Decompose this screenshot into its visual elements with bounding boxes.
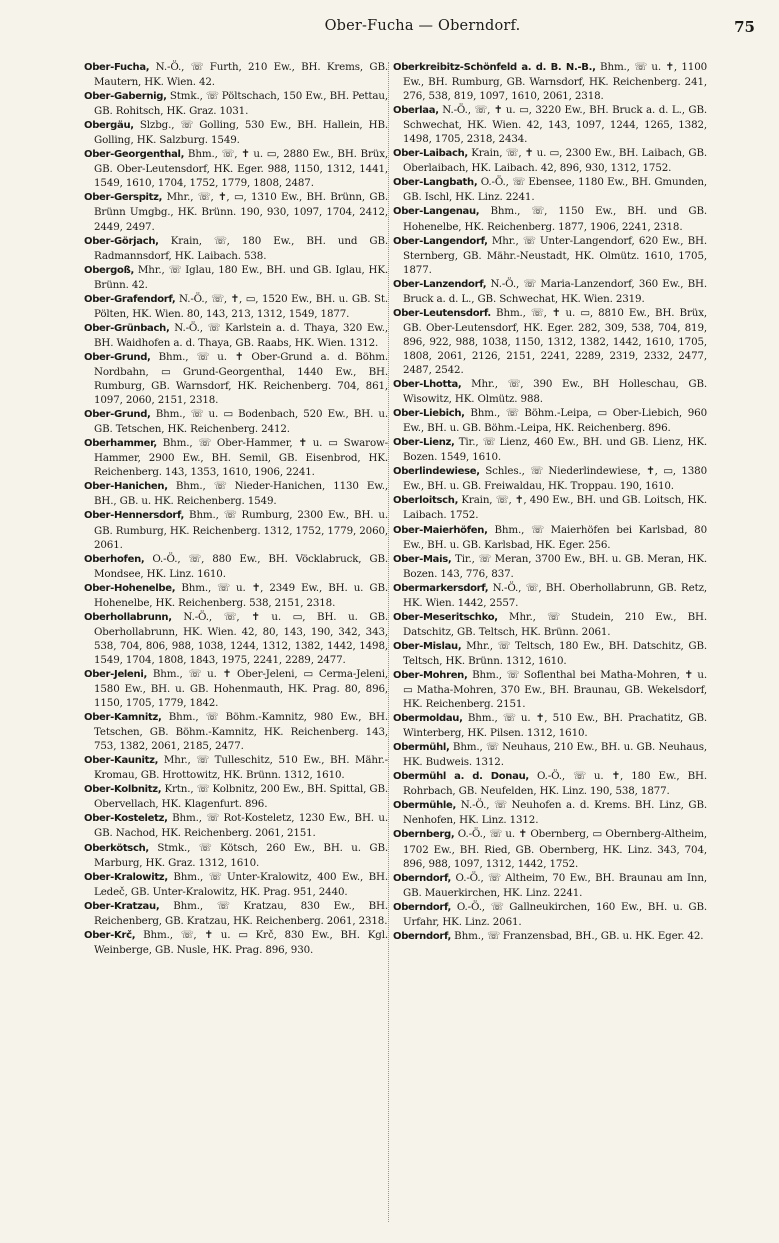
place-entry xyxy=(84,292,388,321)
entry-text: Bhm., ☏, ✝ u. ▭, 8810 Ew., BH. Brüx, GB. Ober-Leutensdorf, HK. Eger. 282, 309, 538, 704, 819, 896, 922, 988, 1038, 1150, 1312, 1382, 1442, 1610, 1705, 1808, 2061, 2126, 2151, 2241, 2289, 2319, 2332, 2477, 2487, 2542. xyxy=(403,306,707,376)
page-number: 75 xyxy=(734,18,755,36)
place-entry xyxy=(393,740,707,769)
entry-text: N.-Ö., ☏, ✝, ▭, 1520 Ew., BH. u. GB. St. Pölten, HK. Wien. 80, 143, 213, 1312, 1549, 1877. xyxy=(94,292,388,320)
entry-text: Bhm., ☏, 1150 Ew., BH. und GB. Hohenelbe, HK. Reichenberg. 1877, 1906, 2241, 2318. xyxy=(403,205,707,233)
place-entry xyxy=(84,321,388,350)
place-entry xyxy=(393,406,707,435)
entry-headword: Oberlaa, xyxy=(393,105,439,117)
place-entry xyxy=(84,710,388,753)
entry-text: Schles., ☏ Niederlindewiese, ✝, ▭, 1380 Ew., BH. u. GB. Freiwaldau, HK. Troppau. 190, 1610. xyxy=(403,465,707,493)
place-entry xyxy=(393,234,707,277)
entry-headword: Obermühle, xyxy=(393,800,457,812)
entry-text: N.-Ö., ☏ Karlstein a. d. Thaya, 320 Ew., BH. Waidhofen a. d. Thaya, GB. Raabs, HK. Wien. 1312. xyxy=(94,321,388,349)
entry-headword: Oberlindewiese, xyxy=(393,466,480,478)
entry-headword: Obermühl, xyxy=(393,742,450,754)
entry-text: Bhm., ☏ u. ✝ Ober-Grund a. d. Böhm. Nordbahn, ▭ Grund-Georgenthal, 1440 Ew., BH. Rumburg, GB. Warnsdorf, HK. Reichenberg. 704, 861, 1097, 2060, 2151, 2318. xyxy=(94,350,388,407)
entry-text: Stmk., ☏ Kötsch, 260 Ew., BH. u. GB. Marburg, HK. Graz. 1312, 1610. xyxy=(94,841,388,869)
place-entry xyxy=(393,464,707,493)
entry-text: Bhm., ☏ Rumburg, 2300 Ew., BH. u. GB. Rumburg, HK. Reichenberg. 1312, 1752, 1779, 2060, 2061. xyxy=(94,509,388,551)
place-entry xyxy=(84,147,388,190)
place-entry xyxy=(84,263,388,292)
entry-headword: Oberhammer, xyxy=(84,438,157,450)
entry-text: O.-Ö., ☏ u. ✝ Obernberg, ▭ Obernberg-Altheim, 1702 Ew., BH. Ried, GB. Obernberg, HK. Linz. 343, 704, 896, 988, 1097, 1312, 1442, 1752. xyxy=(403,828,707,870)
entry-headword: Ober-Kamnitz, xyxy=(84,712,162,724)
entry-text: Bhm., ☏ u. ✝, 510 Ew., BH. Prachatitz, GB. Winterberg, HK. Pilsen. 1312, 1610. xyxy=(403,712,707,740)
place-entry xyxy=(393,204,707,233)
entry-headword: Ober-Görjach, xyxy=(84,235,159,247)
place-entry xyxy=(393,103,707,146)
entry-headword: Ober-Hennersdorf, xyxy=(84,510,185,522)
entry-text: Mhr., ☏ Iglau, 180 Ew., BH. und GB. Iglau, HK. Brünn. 42. xyxy=(94,263,388,291)
entry-headword: Ober-Kratzau, xyxy=(84,900,160,912)
entry-text: N.-Ö., ☏ Maria-Lanzendorf, 360 Ew., BH. Bruck a. d. L., GB. Schwechat, HK. Wien. 2319. xyxy=(403,277,707,305)
entry-text: N.-Ö., ☏, BH. Oberhollabrunn, GB. Retz, HK. Wien. 1442, 2557. xyxy=(403,581,707,609)
place-entry xyxy=(84,190,388,233)
entry-headword: Ober-Mislau, xyxy=(393,640,462,652)
entry-text: Krain, ☏, 180 Ew., BH. und GB. Radmannsdorf, HK. Laibach. 538. xyxy=(94,234,388,262)
place-entry xyxy=(393,711,707,740)
entry-headword: Ober-Grünbach, xyxy=(84,322,170,334)
entry-headword: Ober-Maierhöfen, xyxy=(393,524,488,536)
entry-text: O.-Ö., ☏, 880 Ew., BH. Vöcklabruck, GB. Mondsee, HK. Linz. 1610. xyxy=(94,552,388,580)
place-entry xyxy=(393,581,707,610)
entry-headword: Obermarkersdorf, xyxy=(393,582,489,594)
place-entry xyxy=(393,610,707,639)
entry-text: Mhr., ☏, 390 Ew., BH Holleschau, GB. Wisowitz, HK. Olmütz. 988. xyxy=(403,378,707,406)
entry-headword: Obernberg, xyxy=(393,829,455,841)
place-entry xyxy=(393,769,707,798)
entry-headword: Ober-Langenau, xyxy=(393,206,480,218)
entry-text: Bhm., ☏ Soflenthal bei Matha-Mohren, ✝ u. ▭ Matha-Mohren, 370 Ew., BH. Braunau, GB. Wekelsdorf, HK. Reichenberg. 2151. xyxy=(403,668,707,711)
entry-text: Bhm., ☏ u. ✝ Ober-Jeleni, ▭ Cerma-Jeleni, 1580 Ew., BH. u. GB. Hohenmauth, HK. Prag. 80, 896, 1150, 1705, 1779, 1842. xyxy=(94,667,388,710)
entry-text: O.-Ö., ☏ Ebensee, 1180 Ew., BH. Gmunden, GB. Ischl, HK. Linz. 2241. xyxy=(403,176,707,204)
entry-text: Krain, ☏, ✝, 490 Ew., BH. und GB. Loitsch, HK. Laibach. 1752. xyxy=(403,494,707,522)
entry-headword: Ober-Fucha, xyxy=(84,62,150,73)
entry-headword: Ober-Jeleni, xyxy=(84,668,147,680)
entry-text: Bhm., ☏ Kratzau, 830 Ew., BH. Reichenberg, GB. Kratzau, HK. Reichenberg. 2061, 2318. xyxy=(94,899,388,927)
entry-text: Bhm., ☏ Neuhaus, 210 Ew., BH. u. GB. Neuhaus, HK. Budweis. 1312. xyxy=(403,741,707,769)
place-entry xyxy=(84,508,388,551)
entry-headword: Obermoldau, xyxy=(393,713,463,725)
entry-headword: Oberkreibitz-Schönfeld a. d. B. N.-B., xyxy=(393,62,596,73)
entry-text: Bhm., ☏, ✝ u. ▭ Krč, 830 Ew., BH. Kgl. Weinberge, GB. Nusle, HK. Prag. 896, 930. xyxy=(94,928,388,956)
place-entry xyxy=(393,827,707,870)
place-entry xyxy=(84,899,388,928)
entry-text: Bhm., ☏ Unter-Kralowitz, 400 Ew., BH. Ledeč, GB. Unter-Kralowitz, HK. Prag. 951, 2440. xyxy=(94,870,388,898)
entry-headword: Ober-Hohenelbe, xyxy=(84,582,176,594)
entry-headword: Ober-Hanichen, xyxy=(84,481,168,493)
entry-text: Bhm., ☏ Franzensbad, BH., GB. u. HK. Eger. 42. xyxy=(451,929,704,942)
entry-headword: Oberkötsch, xyxy=(84,842,149,854)
place-entry xyxy=(84,667,388,710)
entry-text: Bhm., ☏ u. ▭ Bodenbach, 520 Ew., BH. u. GB. Tetschen, HK. Reichenberg. 2412. xyxy=(94,408,388,436)
entry-headword: Ober-Georgenthal, xyxy=(84,149,185,161)
entry-text: Mhr., ☏ Teltsch, 180 Ew., BH. Datschitz, GB. Teltsch, HK. Brünn. 1312, 1610. xyxy=(403,639,707,667)
entry-headword: Oberhofen, xyxy=(84,553,145,565)
entry-text: Bhm., ☏ u. ✝, 2349 Ew., BH. u. GB. Hohenelbe, HK. Reichenberg. 538, 2151, 2318. xyxy=(94,581,388,609)
place-entry xyxy=(393,871,707,900)
entry-text: O.-Ö., ☏ u. ✝, 180 Ew., BH. Rohrbach, GB. Neufelden, HK. Linz. 190, 538, 1877. xyxy=(403,770,707,798)
entry-headword: Ober-Lhotta, xyxy=(393,379,462,391)
entry-text: N.-Ö., ☏, ✝ u. ▭, 3220 Ew., BH. Bruck a. d. L., GB. Schwechat, HK. Wien. 42, 143, 1097, 1244, 1265, 1382, 1498, 1705, 2318, 2434. xyxy=(403,104,707,146)
entry-text: O.-Ö., ☏ Gallneukirchen, 160 Ew., BH. u. GB. Urfahr, HK. Linz. 2061. xyxy=(403,900,707,928)
entry-text: Stmk., ☏ Pöltschach, 150 Ew., BH. Pettau, GB. Rohitsch, HK. Graz. 1031. xyxy=(94,90,388,118)
place-entry xyxy=(84,610,388,667)
place-entry xyxy=(84,350,388,407)
entry-text: Mhr., ☏, ✝, ▭, 1310 Ew., BH. Brünn, GB. Brünn Umgbg., HK. Brünn. 190, 930, 1097, 1704, 2412, 2449, 2497. xyxy=(94,191,388,233)
entry-headword: Ober-Grund, xyxy=(84,409,151,421)
entry-headword: Oberloitsch, xyxy=(393,495,459,507)
entry-headword: Ober-Kosteletz, xyxy=(84,813,168,825)
place-entry xyxy=(84,234,388,263)
place-entry xyxy=(393,60,707,103)
place-entry xyxy=(84,753,388,782)
entry-headword: Ober-Kolbnitz, xyxy=(84,784,162,796)
entry-headword: Ober-Gabernig, xyxy=(84,91,167,103)
entry-text: Tir., ☏ Meran, 3700 Ew., BH. u. GB. Meran, HK. Bozen. 143, 776, 837. xyxy=(403,552,707,580)
place-entry xyxy=(84,60,388,89)
place-entry xyxy=(393,523,707,552)
entry-headword: Ober-Grafendorf, xyxy=(84,293,176,305)
entry-text: Slzbg., ☏ Golling, 530 Ew., BH. Hallein, HB. Golling, HK. Salzburg. 1549. xyxy=(94,119,388,147)
entry-headword: Ober-Krč, xyxy=(84,929,136,941)
entry-text: Bhm., ☏ Böhm.-Leipa, ▭ Ober-Liebich, 960 Ew., BH. u. GB. Böhm.-Leipa, HK. Reichenberg. 896. xyxy=(403,407,707,435)
place-entry xyxy=(393,900,707,929)
entry-headword: Obergoß, xyxy=(84,264,134,276)
entry-text: Krtn., ☏ Kolbnitz, 200 Ew., BH. Spittal, GB. Obervellach, HK. Klagenfurt. 896. xyxy=(94,783,388,811)
entry-headword: Ober-Mais, xyxy=(393,553,452,565)
entry-headword: Ober-Lienz, xyxy=(393,437,455,449)
place-entry xyxy=(84,89,388,118)
place-entry xyxy=(84,436,388,479)
place-entry xyxy=(84,841,388,870)
place-entry xyxy=(393,552,707,581)
entry-headword: Ober-Gerspitz, xyxy=(84,192,163,204)
place-entry xyxy=(393,277,707,306)
left-column xyxy=(84,60,388,957)
entry-text: N.-Ö., ☏, ✝ u. ▭, BH. u. GB. Oberhollabrunn, HK. Wien. 42, 80, 143, 190, 342, 343, 538, 704, 806, 988, 1038, 1244, 1312, 1382, 1442, 1498, 1549, 1704, 1808, 1843, 1975, 2241, 2289, 2477. xyxy=(94,610,388,666)
place-entry xyxy=(393,929,707,944)
place-entry xyxy=(84,581,388,610)
entry-headword: Ober-Langbath, xyxy=(393,177,478,189)
place-entry xyxy=(393,798,707,827)
entry-headword: Ober-Laibach, xyxy=(393,148,468,160)
entry-headword: Ober-Kaunitz, xyxy=(84,755,159,767)
place-entry xyxy=(393,639,707,668)
entry-headword: Ober-Langendorf, xyxy=(393,235,488,247)
entry-headword: Ober-Liebich, xyxy=(393,408,465,420)
place-entry xyxy=(84,479,388,508)
entry-headword: Obergäu, xyxy=(84,120,134,132)
entry-text: Bhm., ☏, ✝ u. ▭, 2880 Ew., BH. Brüx, GB. Ober-Leutensdorf, HK. Eger. 988, 1150, 1312, 1441, 1549, 1610, 1704, 1752, 1779, 1808, 2487. xyxy=(94,148,388,190)
entry-text: O.-Ö., ☏ Altheim, 70 Ew., BH. Braunau am Inn, GB. Mauerkirchen, HK. Linz. 2241. xyxy=(403,871,707,899)
entry-text: Krain, ☏, ✝ u. ▭, 2300 Ew., BH. Laibach, GB. Oberlaibach, HK. Laibach. 42, 896, 930, 1312, 1752. xyxy=(403,147,707,175)
place-entry xyxy=(84,118,388,147)
entry-headword: Ober-Grund, xyxy=(84,351,151,363)
entry-text: Bhm., ☏ u. ✝, 1100 Ew., BH. Rumburg, GB. Warnsdorf, HK. Reichenberg. 241, 276, 538, 819, 1097, 1610, 2061, 2318. xyxy=(403,61,707,103)
entry-text: Bhm., ☏ Böhm.-Kamnitz, 980 Ew., BH. Tetschen, GB. Böhm.-Kamnitz, HK. Reichenberg. 143, 753, 1382, 2061, 2185, 2477. xyxy=(94,711,388,753)
entry-text: Bhm., ☏ Maierhöfen bei Karlsbad, 80 Ew., BH. u. GB. Karlsbad, HK. Eger. 256. xyxy=(403,523,707,551)
place-entry xyxy=(393,668,707,711)
entry-text: N.-Ö., ☏ Furth, 210 Ew., BH. Krems, GB. Mautern, HK. Wien. 42. xyxy=(94,61,388,89)
entry-headword: Oberhollabrunn, xyxy=(84,611,172,623)
place-entry xyxy=(84,870,388,899)
place-entry xyxy=(393,306,707,377)
entry-text: Mhr., ☏ Unter-Langendorf, 620 Ew., BH. Sternberg, GB. Mähr.-Neustadt, HK. Olmütz. 1610, 1705, 1877. xyxy=(403,234,707,276)
entry-text: Bhm., ☏ Rot-Kosteletz, 1230 Ew., BH. u. GB. Nachod, HK. Reichenberg. 2061, 2151. xyxy=(94,812,388,840)
place-entry xyxy=(84,811,388,840)
place-entry xyxy=(393,493,707,522)
place-entry xyxy=(84,407,388,436)
entry-text: Tir., ☏ Lienz, 460 Ew., BH. und GB. Lienz, HK. Bozen. 1549, 1610. xyxy=(403,436,707,464)
place-entry xyxy=(84,928,388,957)
entry-headword: Ober-Mohren, xyxy=(393,669,468,681)
place-entry xyxy=(84,552,388,581)
entry-headword: Ober-Kralowitz, xyxy=(84,871,168,883)
entry-headword: Oberndorf, xyxy=(393,901,452,913)
place-entry xyxy=(393,435,707,464)
page-header xyxy=(86,18,759,40)
place-entry xyxy=(393,377,707,406)
running-title: Ober-Fucha — Oberndorf. xyxy=(324,18,521,34)
entry-text: N.-Ö., ☏ Neuhofen a. d. Krems. BH. Linz, GB. Nenhofen, HK. Linz. 1312. xyxy=(403,799,707,827)
entry-text: Mhr., ☏ Tulleschitz, 510 Ew., BH. Mähr.-Kromau, GB. Hrottowitz, HK. Brünn. 1312, 1610. xyxy=(94,754,388,782)
column-divider xyxy=(388,62,390,1222)
place-entry xyxy=(393,175,707,204)
entry-headword: Ober-Meseritschko, xyxy=(393,611,498,623)
right-column xyxy=(393,60,707,944)
place-entry xyxy=(84,782,388,811)
entry-text: Bhm., ☏ Nieder-Hanichen, 1130 Ew., BH., GB. u. HK. Reichenberg. 1549. xyxy=(94,480,388,508)
entry-headword: Oberndorf, xyxy=(393,872,452,884)
entry-headword: Ober-Lanzendorf, xyxy=(393,278,487,290)
entry-text: Bhm., ☏ Ober-Hammer, ✝ u. ▭ Swarow-Hammer, 2900 Ew., BH. Semil, GB. Eisenbrod, HK. Reichenberg. 143, 1353, 1610, 1906, 2241. xyxy=(94,437,388,479)
place-entry xyxy=(393,146,707,175)
entry-headword: Obermühl a. d. Donau, xyxy=(393,771,529,783)
entry-headword: Oberndorf, xyxy=(393,930,452,942)
entry-text: Mhr., ☏ Studein, 210 Ew., BH. Datschitz, GB. Teltsch, HK. Brünn. 2061. xyxy=(403,610,707,638)
entry-headword: Ober-Leutensdorf. xyxy=(393,307,491,319)
